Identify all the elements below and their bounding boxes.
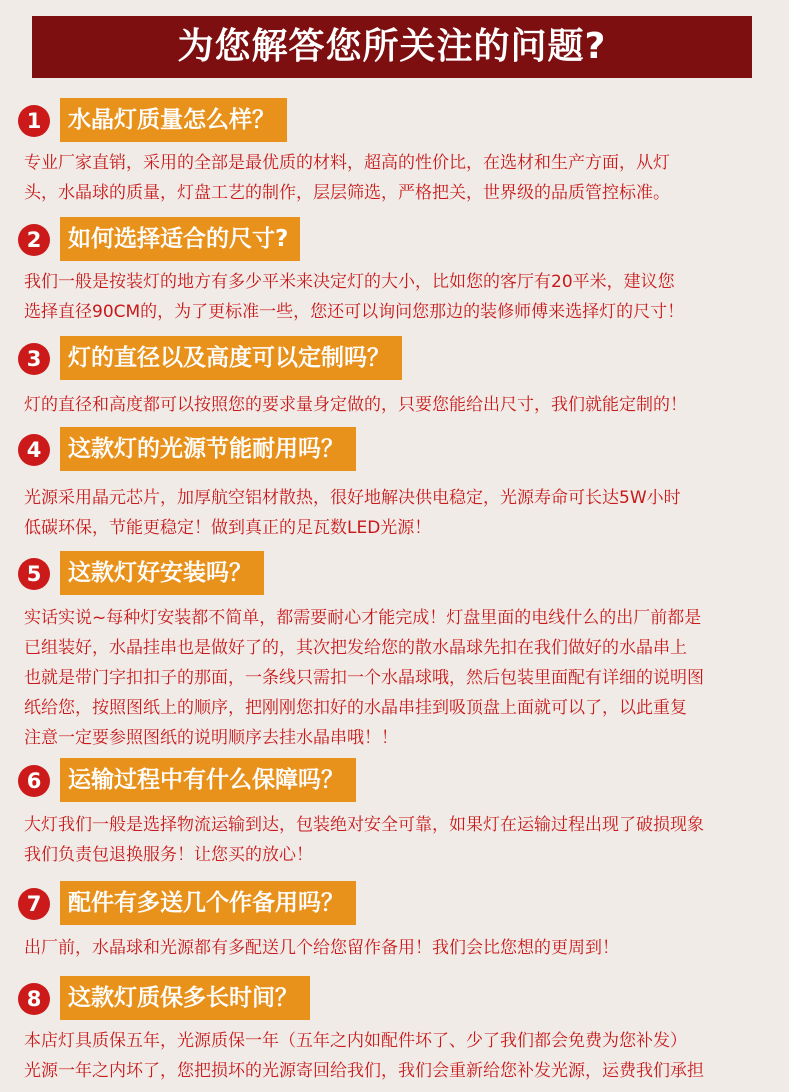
- question-number-badge: 6: [18, 765, 50, 797]
- answer-text: [24, 148, 774, 208]
- question-number-badge: 5: [18, 558, 50, 590]
- answer-text: [24, 390, 774, 420]
- question-title: 如何选择适合的尺寸?: [60, 217, 300, 261]
- question-number-badge: 7: [18, 888, 50, 920]
- answer-line: 灯的直径和高度都可以按照您的要求量身定做的，只要您能给出尺寸，我们就能定制的！: [24, 395, 687, 415]
- question-title: 这款灯质保多长时间？: [60, 976, 310, 1020]
- answer-line: 选择直径90CM的，为了更标准一些，您还可以询问您那边的装修师傅来选择灯的尺寸！: [24, 302, 685, 322]
- question-title: 这款灯好安装吗？: [60, 551, 264, 595]
- answer-text: [24, 933, 774, 963]
- answer-line: 专业厂家直销，采用的全部是最优质的材料，超高的性价比，在选材和生产方面，从灯: [24, 153, 670, 173]
- answer-line: 大灯我们一般是选择物流运输到达，包装绝对安全可靠，如果灯在运输过程出现了破损现象: [24, 815, 704, 835]
- answer-line: 我们负责包退换服务！让您买的放心！: [24, 845, 313, 865]
- answer-line: 头，水晶球的质量，灯盘工艺的制作，层层筛选，严格把关，世界级的品质管控标准。: [24, 183, 670, 203]
- answer-line: 注意一定要参照图纸的说明顺序去挂水晶串哦！！: [24, 728, 398, 748]
- question-title: 配件有多送几个作备用吗？: [60, 881, 356, 925]
- page-title-banner: [32, 16, 752, 78]
- answer-line: 出厂前，水晶球和光源都有多配送几个给您留作备用！我们会比您想的更周到！: [24, 938, 619, 958]
- question-title: 灯的直径以及高度可以定制吗？: [60, 336, 402, 380]
- question-title: 运输过程中有什么保障吗？: [60, 758, 356, 802]
- question-number-badge: 8: [18, 983, 50, 1015]
- question-number-badge: 1: [18, 105, 50, 137]
- answer-text: [24, 267, 774, 327]
- answer-line: 光源一年之内坏了，您把损坏的光源寄回给我们，我们会重新给您补发光源，运费我们承担: [24, 1061, 704, 1081]
- question-title: 这款灯的光源节能耐用吗？: [60, 427, 356, 471]
- answer-text: [24, 810, 774, 870]
- answer-line: 我们一般是按装灯的地方有多少平米来决定灯的大小，比如您的客厅有20平米，建议您: [24, 272, 675, 292]
- answer-line: 已组装好，水晶挂串也是做好了的，其次把发给您的散水晶球先扣在我们做好的水晶串上: [24, 638, 687, 658]
- question-number-badge: 4: [18, 434, 50, 466]
- question-number-badge: 3: [18, 343, 50, 375]
- answer-line: 实话实说~每种灯安装都不简单，都需要耐心才能完成！灯盘里面的电线什么的出厂前都是: [24, 608, 702, 628]
- answer-text: [24, 603, 774, 753]
- answer-line: 低碳环保，节能更稳定！做到真正的足瓦数LED光源！: [24, 518, 432, 538]
- answer-text: [24, 1026, 774, 1086]
- answer-line: 纸给您，按照图纸上的顺序，把刚刚您扣好的水晶串挂到吸顶盘上面就可以了，以此重复: [24, 698, 687, 718]
- question-title: 水晶灯质量怎么样？: [60, 98, 287, 142]
- answer-line: 光源采用晶元芯片，加厚航空铝材散热，很好地解决供电稳定，光源寿命可长达5W小时: [24, 488, 681, 508]
- page-title: 为您解答您所关注的问题?: [177, 26, 607, 67]
- question-number-badge: 2: [18, 224, 50, 256]
- answer-line: 也就是带门字扣扣子的那面，一条线只需扣一个水晶球哦，然后包装里面配有详细的说明图: [24, 668, 704, 688]
- answer-line: 本店灯具质保五年，光源质保一年（五年之内如配件坏了、少了我们都会免费为您补发）: [24, 1031, 687, 1051]
- answer-text: [24, 483, 774, 543]
